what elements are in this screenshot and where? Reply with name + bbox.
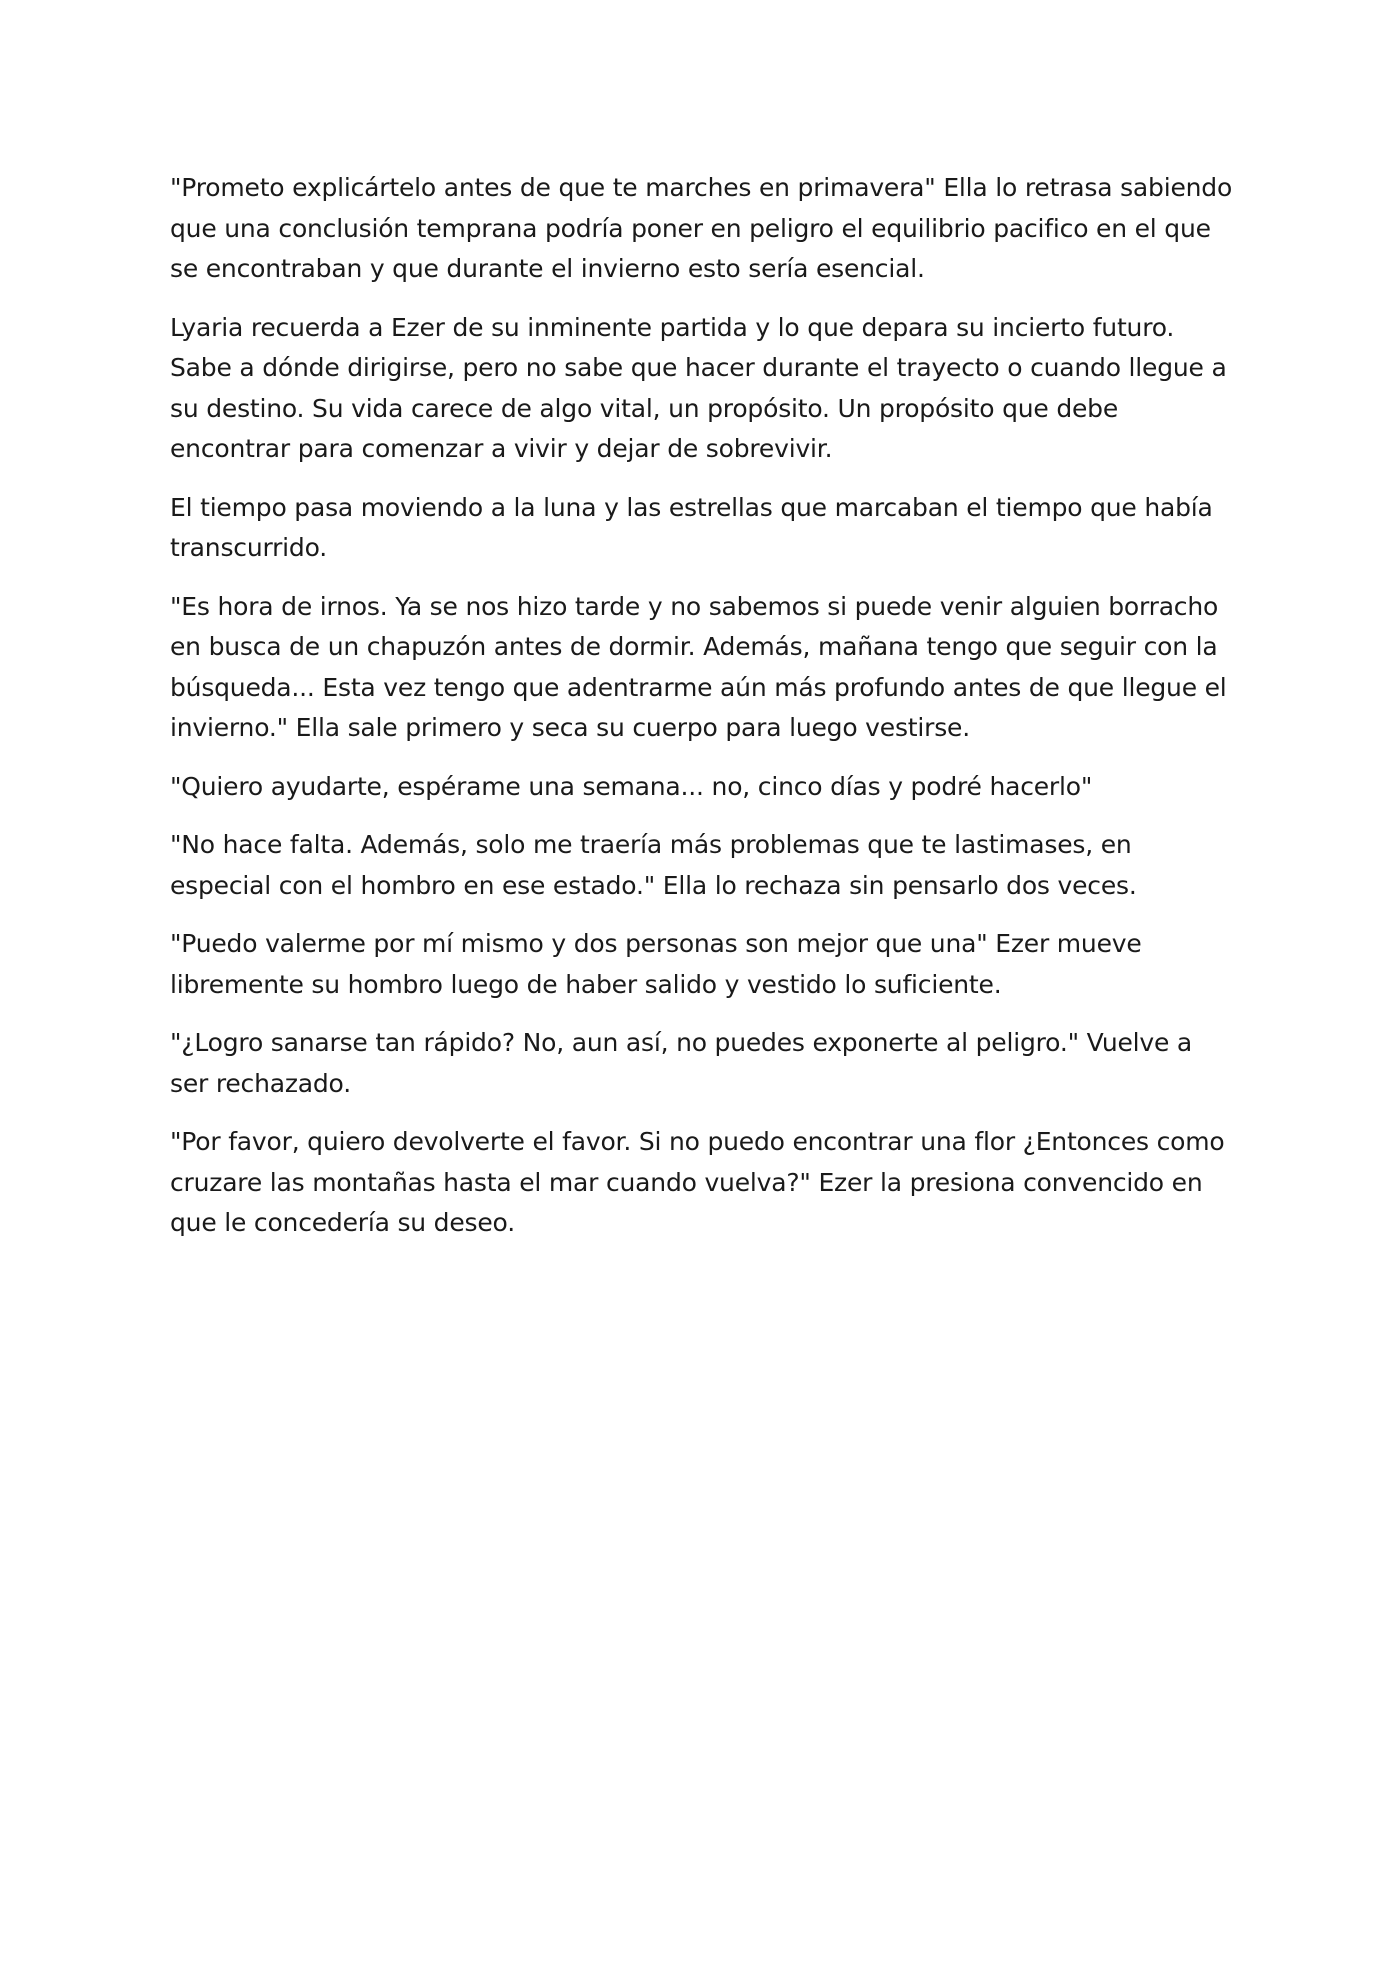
document-body	[170, 168, 1235, 1262]
paragraph: "Puedo valerme por mí mismo y dos personas son mejor que una" Ezer mueve libremente su hombro luego de haber salido y vestido lo suficiente.	[170, 929, 1142, 999]
paragraph: "Prometo explicártelo antes de que te marches en primavera" Ella lo retrasa sabiendo que una conclusión temprana podría poner en peligro el equilibrio pacifico en el que se encontraban y que durante el invierno esto sería esencial.	[170, 173, 1233, 283]
paragraph: "¿Logro sanarse tan rápido? No, aun así, no puedes exponerte al peligro." Vuelve a ser rechazado.	[170, 1028, 1193, 1098]
paragraph: "No hace falta. Además, solo me traería más problemas que te lastimases, en especial con el hombro en ese estado." Ella lo rechaza sin pensarlo dos veces.	[170, 830, 1137, 900]
paragraph: "Por favor, quiero devolverte el favor. Si no puedo encontrar una flor ¿Entonces como cruzare las montañas hasta el mar cuando vuelva?" Ezer la presiona convencido en que le concedería su deseo.	[170, 1127, 1225, 1237]
paragraph: El tiempo pasa moviendo a la luna y las estrellas que marcaban el tiempo que había transcurrido.	[170, 492, 1213, 562]
paragraph: "Quiero ayudarte, espérame una semana... no, cinco días y podré hacerlo"	[170, 771, 1093, 801]
paragraph: Lyaria recuerda a Ezer de su inminente partida y lo que depara su incierto futuro. Sabe a dónde dirigirse, pero no sabe que hacer durante el trayecto o cuando llegue a su destino. Su vida carece de algo vital, un propósito. Un propósito que debe encontrar para comenzar a vivir y dejar de sobrevivir.	[170, 312, 1227, 463]
paragraph: "Es hora de irnos. Ya se nos hizo tarde y no sabemos si puede venir alguien borracho en busca de un chapuzón antes de dormir. Además, mañana tengo que seguir con la búsqueda... Esta vez tengo que adentrarme aún más profundo antes de que llegue el invierno." Ella sale primero y seca su cuerpo para luego vestirse.	[170, 591, 1227, 742]
